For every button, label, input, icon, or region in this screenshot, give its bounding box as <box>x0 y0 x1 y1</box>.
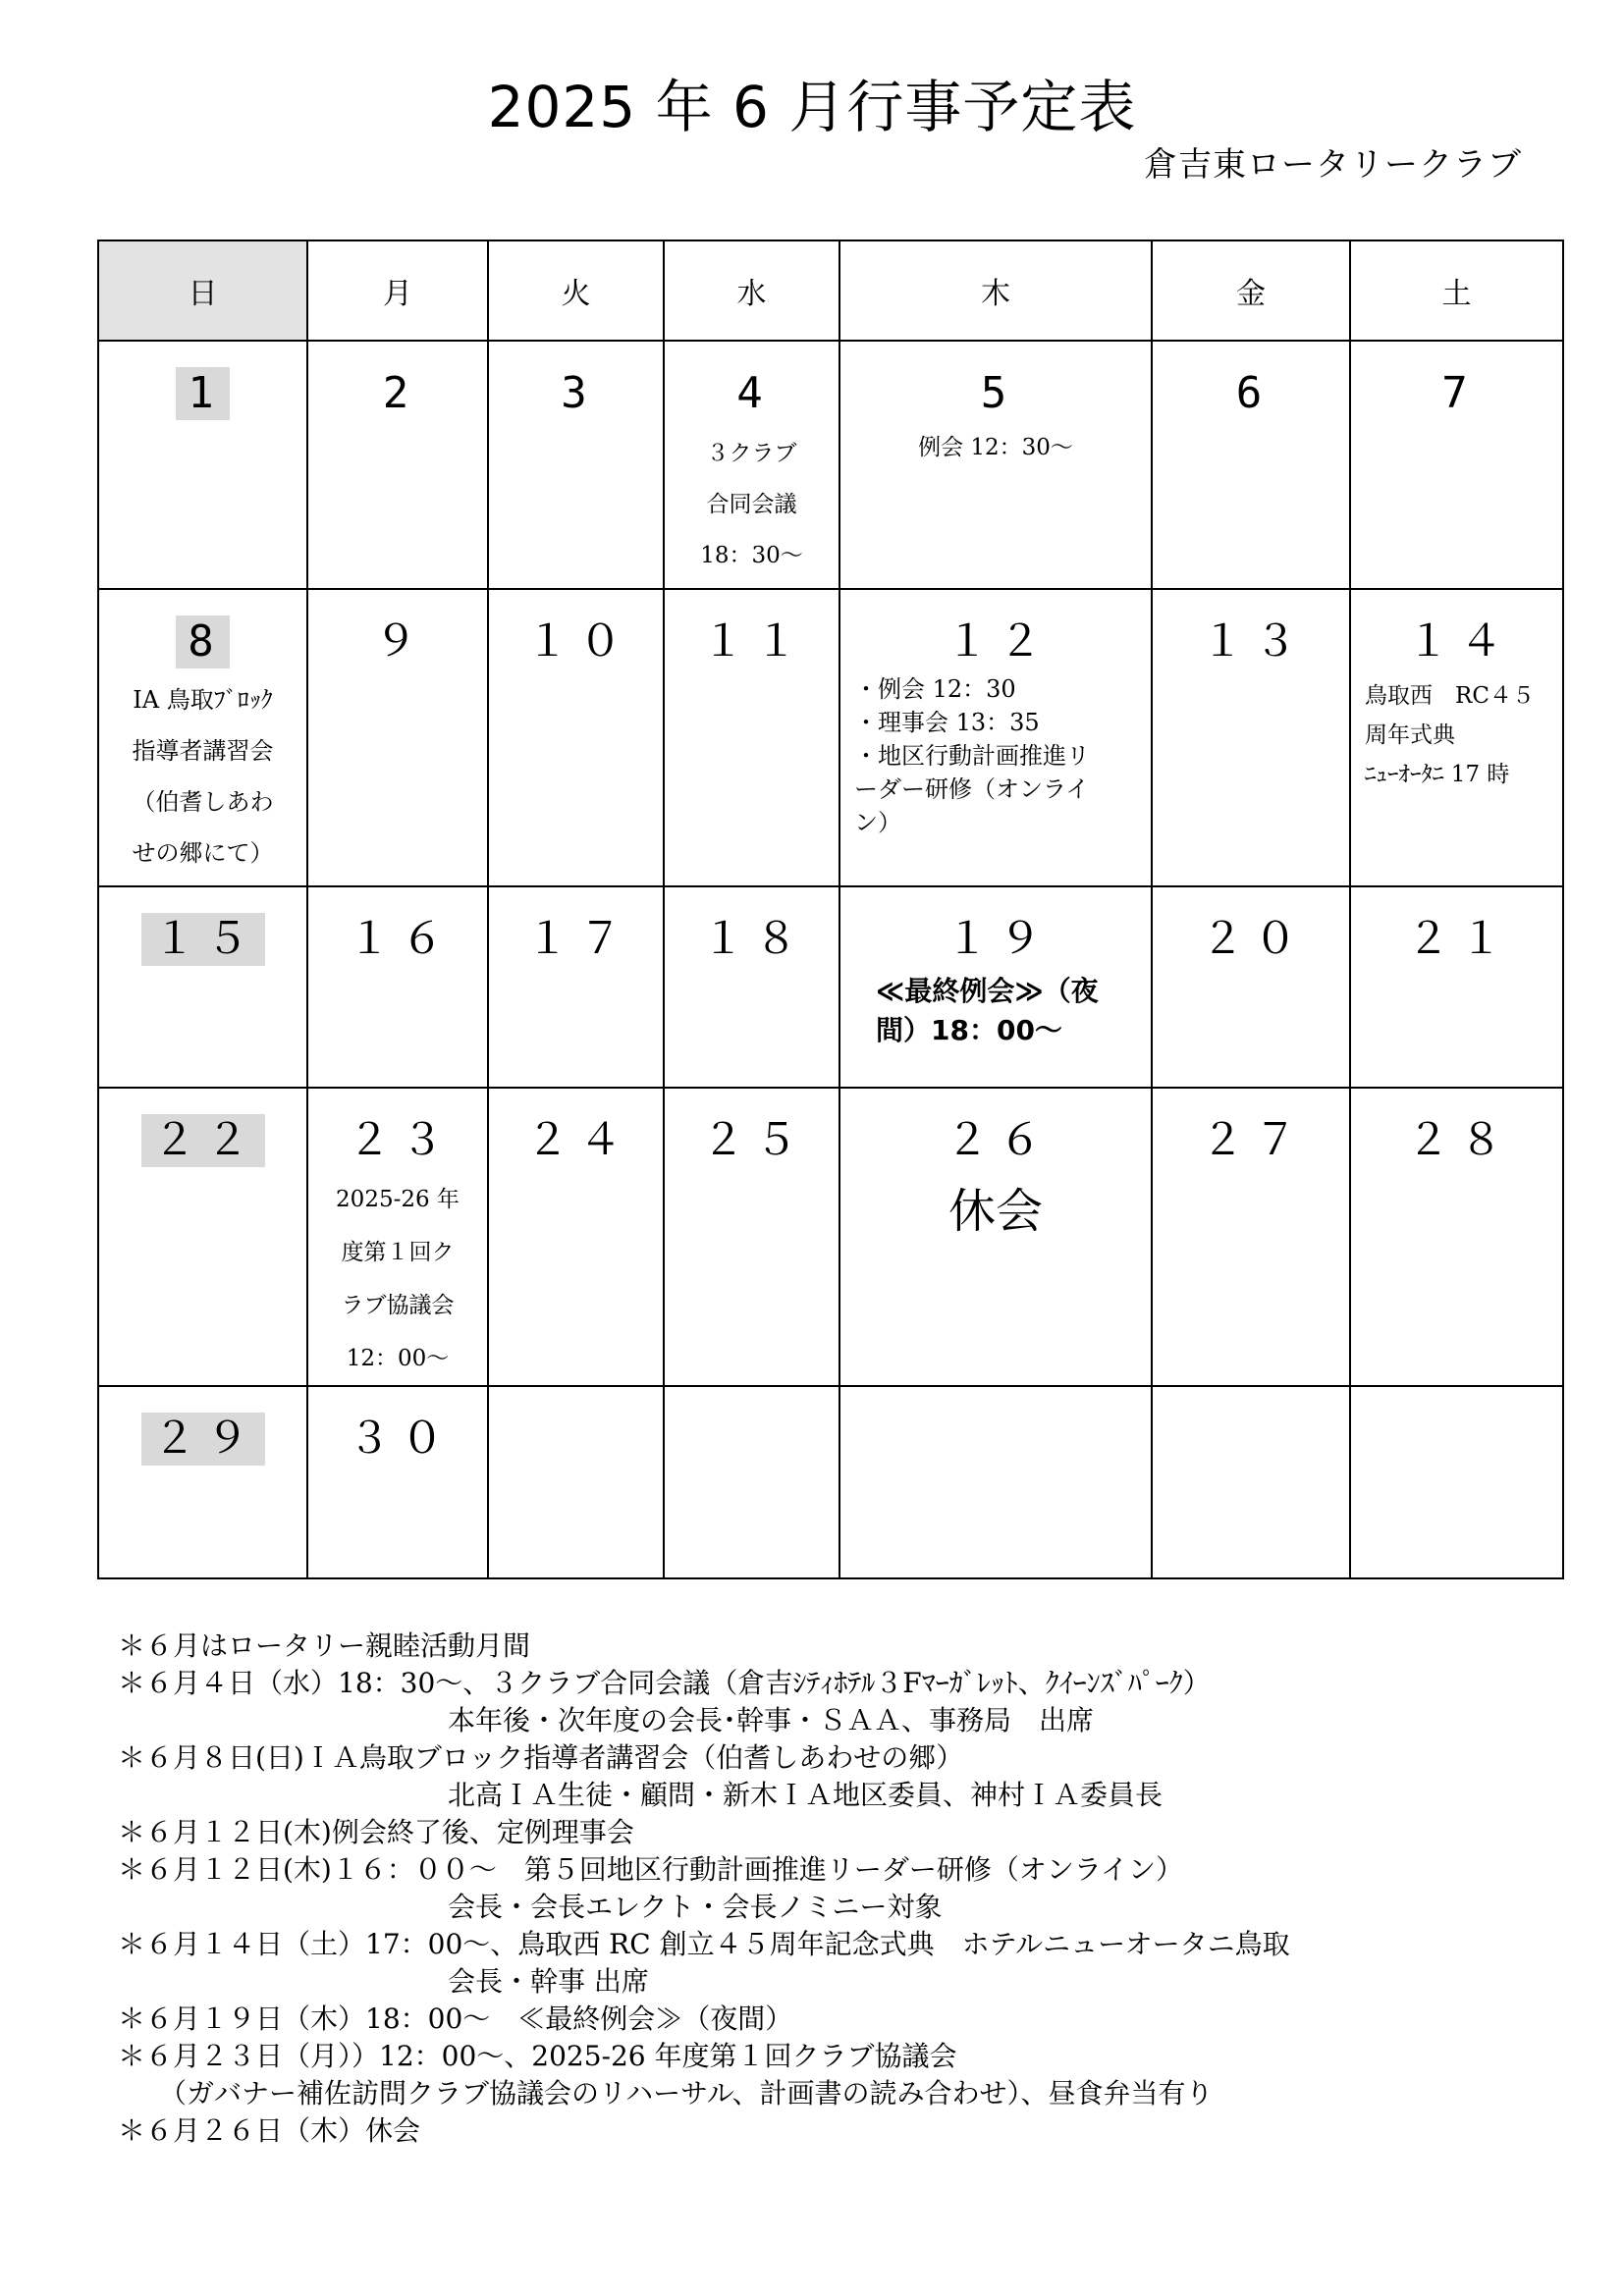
day-number: ２４ <box>525 1115 632 1165</box>
day-cell <box>1152 589 1350 886</box>
weekday-header-sat: 土 <box>1350 240 1563 341</box>
day-number: ２８ <box>1406 1115 1513 1165</box>
day-cell <box>488 886 664 1088</box>
event-note: 周年式典 <box>1365 722 1455 748</box>
day-number: ２５ <box>701 1115 808 1165</box>
event-note: 2025-26 年 <box>336 1187 460 1212</box>
event-note: 例会 12：30～ <box>918 435 1073 460</box>
day-cell <box>98 1386 307 1578</box>
day-number: 6 <box>1235 368 1272 418</box>
day-number: 1 <box>176 367 230 420</box>
event-note: 12：00～ <box>346 1346 450 1371</box>
weekday-header-tue: 火 <box>488 240 664 341</box>
day-number: １６ <box>348 914 454 964</box>
day-number: １３ <box>1201 616 1307 667</box>
page-title: 2025 年 6 月行事予定表 <box>487 74 1137 140</box>
footnote: 会長・幹事 出席 <box>118 1965 649 1998</box>
footnote: 会長・会長エレクト・会長ノミニー対象 <box>118 1891 943 1923</box>
weekday-header-row <box>98 240 1563 341</box>
calendar-table <box>97 240 1564 1579</box>
day-number: ２７ <box>1201 1115 1307 1165</box>
day-number: １４ <box>1406 616 1513 667</box>
day-cell <box>1152 341 1350 589</box>
day-cell <box>307 341 488 589</box>
day-number: ２６ <box>946 1115 1052 1165</box>
week-row-1 <box>98 341 1563 589</box>
event-note: ・例会 12：30 <box>854 675 1016 703</box>
week-row-4 <box>98 1088 1563 1386</box>
day-cell <box>98 341 307 589</box>
footnote: ＊６月４日（水）18：30～、３クラブ合同会議（倉吉ｼﾃｨﾎﾃﾙ３Fﾏｰｶﾞﾚｯﾄ、ｸｲｰﾝｽﾞﾊﾟｰｸ） <box>118 1667 1211 1699</box>
day-cell <box>1152 886 1350 1088</box>
day-cell-empty <box>1350 1386 1563 1578</box>
event-note: ﾆｭｰｵｰﾀﾆ 17 時 <box>1365 762 1510 787</box>
event-note: ≪最終例会≫（夜 <box>876 975 1099 1007</box>
day-cell <box>664 589 839 886</box>
footnote: 北高ＩＡ生徒・顧問・新木ＩＡ地区委員、神村ＩＡ委員長 <box>118 1779 1164 1811</box>
day-cell <box>307 1088 488 1386</box>
event-note: ン） <box>854 809 901 836</box>
footnote: ＊６月２６日（木）休会 <box>118 2114 421 2147</box>
day-number: １８ <box>701 914 808 964</box>
day-cell <box>98 886 307 1088</box>
day-cell-empty <box>839 1386 1152 1578</box>
event-note: ３クラブ <box>706 441 797 466</box>
footnote: 本年後・次年度の会長･幹事・ＳＡＡ、事務局 出席 <box>118 1704 1095 1736</box>
day-cell <box>1350 886 1563 1088</box>
footnote: ＊６月１２日(木)例会終了後、定例理事会 <box>118 1816 634 1848</box>
day-cell <box>839 1088 1152 1386</box>
day-number: 7 <box>1441 368 1478 418</box>
day-number: 3 <box>561 368 597 418</box>
day-number: ２０ <box>1201 914 1307 964</box>
day-cell <box>1350 589 1563 886</box>
day-cell <box>488 1088 664 1386</box>
event-note: ーダー研修（オンライ <box>854 775 1090 803</box>
day-number: １５ <box>141 913 265 966</box>
day-cell <box>307 589 488 886</box>
day-number: １２ <box>946 616 1052 667</box>
day-cell <box>1350 1088 1563 1386</box>
event-note: ラブ協議会 <box>341 1293 455 1318</box>
weekday-header-sun: 日 <box>98 240 307 341</box>
event-note: 休会 <box>947 1184 1043 1239</box>
week-row-3 <box>98 886 1563 1088</box>
day-number: 4 <box>736 368 773 418</box>
day-cell <box>307 886 488 1088</box>
day-cell-empty <box>488 1386 664 1578</box>
event-note: （伯耆しあわ <box>132 788 274 816</box>
day-number: １０ <box>525 616 632 667</box>
day-cell <box>664 1088 839 1386</box>
footnote: ＊６月１４日（土）17：00～、鳥取西 RC 創立４５周年記念式典 ホテルニューオータニ鳥取 <box>118 1928 1290 1960</box>
weekday-header-fri: 金 <box>1152 240 1350 341</box>
day-cell <box>1152 1088 1350 1386</box>
event-note: 度第１回ク <box>341 1240 455 1265</box>
footnote: ＊６月はロータリー親睦活動月間 <box>118 1629 531 1662</box>
day-number: 5 <box>980 368 1017 418</box>
event-note: 鳥取西 RC４５ <box>1365 683 1535 709</box>
week-row-5 <box>98 1386 1563 1578</box>
event-note: 合同会議 <box>706 492 797 517</box>
footnote: ＊６月１９日（木）18：00～ ≪最終例会≫（夜間） <box>118 2002 793 2035</box>
footnote: ＊６月８日(日)ＩＡ鳥取ブロック指導者講習会（伯耆しあわせの郷） <box>118 1741 964 1774</box>
event-note: ・理事会 13：35 <box>854 709 1040 736</box>
day-number: ２１ <box>1406 914 1513 964</box>
day-number: １１ <box>701 616 808 667</box>
day-number: １９ <box>946 914 1052 964</box>
event-note: 18：30～ <box>700 543 803 568</box>
day-number: ２９ <box>141 1413 265 1466</box>
footnote: （ガバナー補佐訪問クラブ協議会のリハーサル、計画書の読み合わせ）、昼食弁当有り <box>118 2077 1214 2109</box>
day-cell <box>98 589 307 886</box>
day-number: 2 <box>382 368 419 418</box>
day-number: ２３ <box>348 1115 454 1165</box>
day-cell <box>664 886 839 1088</box>
day-cell <box>839 886 1152 1088</box>
organization-name: 倉吉東ロータリークラブ <box>1144 145 1522 185</box>
weekday-header-thu: 木 <box>839 240 1152 341</box>
day-cell <box>488 589 664 886</box>
day-cell <box>839 589 1152 886</box>
event-note: せの郷にて） <box>132 839 274 867</box>
day-cell <box>98 1088 307 1386</box>
day-cell-empty <box>664 1386 839 1578</box>
day-cell-empty <box>1152 1386 1350 1578</box>
event-note: ・地区行動計画推進リ <box>854 742 1090 770</box>
event-note: 指導者講習会 <box>132 737 274 765</box>
event-note: 間）18：00～ <box>876 1014 1062 1046</box>
footnotes <box>118 1628 1290 2150</box>
week-row-2 <box>98 589 1563 886</box>
event-note: IA 鳥取ﾌﾞﾛｯｸ <box>133 686 273 714</box>
day-number: ９ <box>374 616 427 667</box>
day-number: 8 <box>176 615 230 668</box>
weekday-header-wed: 水 <box>664 240 839 341</box>
day-cell <box>839 341 1152 589</box>
day-cell <box>307 1386 488 1578</box>
footnote: ＊６月２３日（月））12：00～、2025-26 年度第１回クラブ協議会 <box>118 2040 957 2072</box>
day-cell <box>488 341 664 589</box>
day-cell <box>664 341 839 589</box>
day-number: ２２ <box>141 1114 265 1167</box>
day-number: １７ <box>525 914 632 964</box>
day-number: ３０ <box>348 1414 454 1464</box>
day-cell <box>1350 341 1563 589</box>
weekday-header-mon: 月 <box>307 240 488 341</box>
footnote: ＊６月１２日(木)１６：００～ 第５回地区行動計画推進リーダー研修（オンライン） <box>118 1853 1184 1886</box>
